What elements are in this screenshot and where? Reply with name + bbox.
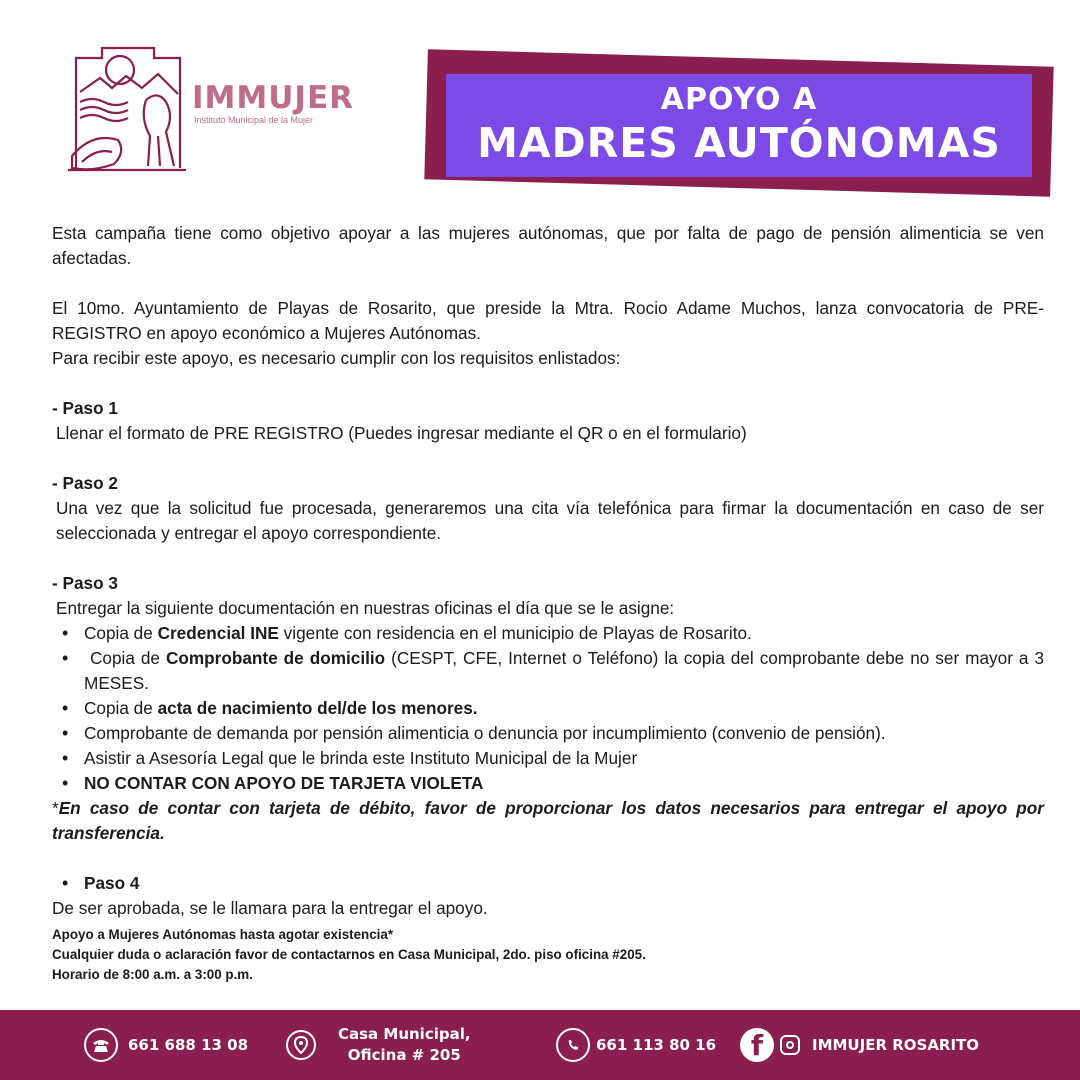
step-1-title: - Paso 1 <box>52 398 118 418</box>
logo-subtitle: Instituto Municipal de la Mujer <box>194 115 314 125</box>
intro-paragraph: Esta campaña tiene como objetivo apoyar a las mujeres autónomas, que por falta de pago de pensión alimenticia se ven afectadas. <box>52 223 1044 268</box>
title-banner <box>420 56 1060 196</box>
whatsapp-icon <box>556 1028 590 1062</box>
main-content <box>52 221 1044 985</box>
announcement-paragraph: El 10mo. Ayuntamiento de Playas de Rosarito, que preside la Mtra. Rocio Adame Muchos, lanza convocatoria de PRE-REGISTRO en apoyo económico a Mujeres Autónomas. <box>52 298 1044 343</box>
list-item: • Copia de acta de nacimiento del/de los menores. <box>52 696 1044 721</box>
whatsapp-number: 661 113 80 16 <box>596 1036 717 1054</box>
social-handle: IMMUJER ROSARITO <box>812 1036 980 1054</box>
address-line-2: Oficina # 205 <box>347 1046 461 1064</box>
requirements-intro: Para recibir este apoyo, es necesario cumplir con los requisitos enlistados: <box>52 348 621 368</box>
list-item: • Copia de Credencial INE vigente con residencia en el municipio de Playas de Rosarito. <box>52 621 1044 646</box>
facebook-icon: f <box>740 1028 774 1062</box>
step-3-text: Entregar la siguiente documentación en nuestras oficinas el día que se le asigne: <box>56 598 675 618</box>
social-contact <box>740 1010 979 1080</box>
step-4-list <box>52 871 1044 896</box>
step-3-title: - Paso 3 <box>52 573 118 593</box>
title-line-2: MADRES AUTÓNOMAS <box>477 119 1001 167</box>
instagram-icon <box>780 1035 800 1055</box>
step-4-text: De ser aprobada, se le llamara para la entregar el apoyo. <box>52 898 488 918</box>
step-4-title: • Paso 4 <box>52 871 1044 896</box>
debit-card-note: *En caso de contar con tarjeta de débito, favor de proporcionar los datos necesarios para entregar el apoyo por transferencia. <box>52 798 1044 843</box>
logo-name: IMMUJER <box>192 80 354 116</box>
step-2-title: - Paso 2 <box>52 473 118 493</box>
location-pin-icon <box>286 1030 316 1060</box>
list-item: • Copia de Comprobante de domicilio (CESPT, CFE, Internet o Teléfono) la copia del comprobante debe no ser mayor a 3 MESES. <box>52 646 1044 696</box>
documents-list <box>52 621 1044 796</box>
address-contact <box>286 1010 471 1080</box>
phone-contact <box>84 1010 248 1080</box>
footnotes <box>52 925 1044 985</box>
step-1-text: Llenar el formato de PRE REGISTRO (Puedes ingresar mediante el QR o en el formulario) <box>56 423 747 443</box>
logo-emblem-icon <box>62 40 192 176</box>
phone-number: 661 688 13 08 <box>128 1036 249 1054</box>
list-item: • Asistir a Asesoría Legal que le brinda este Instituto Municipal de la Mujer <box>52 746 1044 771</box>
footnote-contact: Cualquier duda o aclaración favor de contactarnos en Casa Municipal, 2do. piso oficina #205. <box>52 947 646 962</box>
title-line-1: APOYO A <box>660 82 818 117</box>
immujer-logo <box>62 40 382 176</box>
contact-footer <box>0 1010 1080 1080</box>
whatsapp-contact <box>556 1010 716 1080</box>
step-2-text: Una vez que la solicitud fue procesada, generaremos una cita vía telefónica para firmar la documentación en caso de ser seleccionada y entregar el apoyo correspondiente. <box>56 498 1044 543</box>
footnote-schedule: Horario de 8:00 a.m. a 3:00 p.m. <box>52 967 253 982</box>
address-line-1: Casa Municipal, <box>338 1025 471 1043</box>
banner-title-box <box>446 74 1032 177</box>
list-item: • Comprobante de demanda por pensión alimenticia o denuncia por incumplimiento (convenio de pensión). <box>52 721 1044 746</box>
address-text <box>338 1024 471 1066</box>
list-item: • NO CONTAR CON APOYO DE TARJETA VIOLETA <box>52 771 1044 796</box>
footnote-availability: Apoyo a Mujeres Autónomas hasta agotar existencia* <box>52 927 394 942</box>
phone-icon <box>84 1028 118 1062</box>
